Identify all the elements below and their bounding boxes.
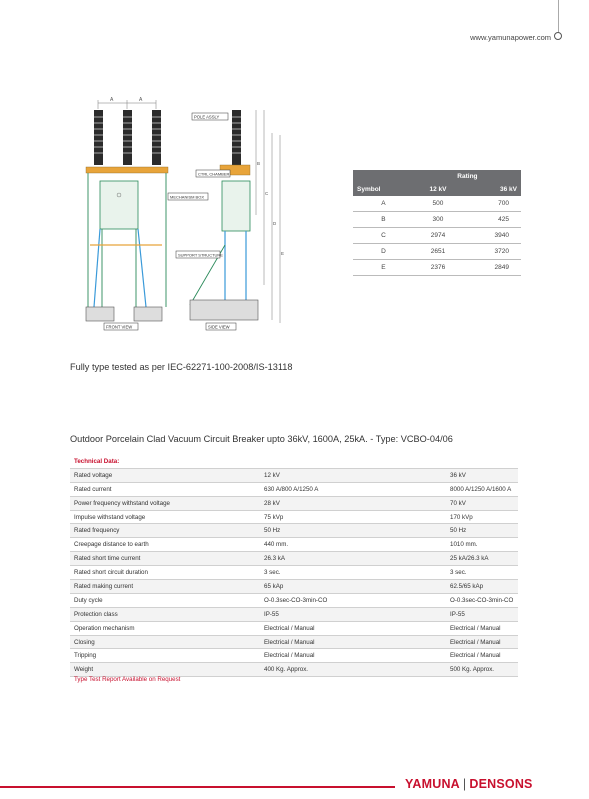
side-mechanism-box	[222, 181, 250, 231]
table-row: Rated short circuit duration 3 sec. 3 sec.	[70, 566, 518, 580]
table-row: E 2376 2849	[353, 260, 521, 276]
table-row: Creepage distance to earth 440 mm. 1010 mm.	[70, 538, 518, 552]
table-row: B 300 425	[353, 212, 521, 228]
table-row: Protection class IP-55 IP-55	[70, 607, 518, 621]
brand-name-densons: DENSONS	[469, 777, 533, 791]
insulator-1	[93, 110, 104, 165]
website-url[interactable]: www.yamunapower.com	[470, 33, 551, 42]
brand-logo	[405, 777, 533, 791]
side-legs	[225, 231, 246, 300]
table-row: Weight 400 Kg. Approx. 500 Kg. Approx.	[70, 663, 518, 677]
side-insulator	[231, 110, 242, 165]
circle-icon	[554, 32, 562, 40]
table-row: A 500 700	[353, 196, 521, 212]
table-row: Rated short time current 26.3 kA 25 kA/26.3 kA	[70, 552, 518, 566]
table-row: Tripping Electrical / Manual Electrical / Manual	[70, 649, 518, 663]
rating-caption-row	[353, 170, 521, 183]
rating-header-12kv: 12 kV	[414, 183, 462, 196]
brand-name-yamuna: YAMUNA	[405, 777, 460, 791]
table-row: Closing Electrical / Manual Electrical / Manual	[70, 635, 518, 649]
mechanism-box-label: MECHANISM BOX	[170, 194, 205, 200]
dim-a2-label: A	[139, 97, 143, 103]
type-tested-statement: Fully type tested as per IEC-62271-100-2008/IS-13118	[70, 362, 293, 372]
rating-header-row	[353, 183, 521, 196]
dim-c-label: C	[265, 191, 269, 196]
dim-a-line	[98, 100, 156, 109]
front-foundation	[86, 307, 114, 321]
table-row: D 2651 3720	[353, 244, 521, 260]
insulator-3	[151, 110, 162, 165]
front-foundation-2	[134, 307, 162, 321]
rating-header-symbol: Symbol	[353, 183, 414, 196]
table-row: Duty cycle O-0.3sec-CO-3min-CO O-0.3sec-CO-3min-CO	[70, 593, 518, 607]
dim-d-label: D	[273, 221, 277, 226]
spec-heading-row	[70, 455, 518, 468]
table-row: Impulse withstand voltage 75 kVp 170 kVp	[70, 510, 518, 524]
header-rule	[558, 0, 559, 33]
type-test-footnote: Type Test Report Available on Request	[74, 676, 181, 683]
dim-a1-label: A	[110, 97, 114, 103]
pole-assly-label: POLE ASSLY	[194, 114, 220, 120]
brand-rule	[0, 786, 395, 788]
table-row: Rated current 630 A/800 A/1250 A 8000 A/1250 A/1600 A	[70, 482, 518, 496]
table-row: C 2974 3940	[353, 228, 521, 244]
table-row: Rated voltage 12 kV 36 kV	[70, 468, 518, 482]
technical-data-heading: Technical Data:	[70, 455, 518, 468]
brand-separator: |	[462, 777, 467, 791]
side-foundation	[190, 300, 258, 320]
front-view-label: FRONT VIEW	[106, 324, 133, 330]
breaker-drawing	[60, 95, 290, 340]
ctrl-chamber-label: CTRL CHAMBER	[198, 171, 230, 177]
table-row: Power frequency withstand voltage 28 kV 70 kV	[70, 496, 518, 510]
insulator-2	[122, 110, 133, 165]
front-top-frame	[86, 167, 168, 173]
rating-caption: Rating	[414, 170, 521, 183]
side-view-label: SIDE VIEW	[208, 324, 230, 330]
rating-header-36kv: 36 kV	[462, 183, 521, 196]
rating-table	[353, 170, 521, 276]
table-row: Rated frequency 50 Hz 50 Hz	[70, 524, 518, 538]
dim-b-label: B	[257, 161, 261, 166]
dim-e-label: E	[281, 251, 285, 256]
product-title: Outdoor Porcelain Clad Vacuum Circuit Breaker upto 36kV, 1600A, 25kA. - Type: VCBO-04/06	[70, 434, 453, 444]
front-mechanism-box	[100, 181, 138, 229]
technical-data-table	[70, 455, 518, 677]
support-structure-label: SUPPORT STRUCTURE	[178, 252, 223, 258]
table-row: Operation mechanism Electrical / Manual Electrical / Manual	[70, 621, 518, 635]
table-row: Rated making current 65 kAp 62.5/65 kAp	[70, 580, 518, 594]
front-insulators	[93, 110, 162, 165]
